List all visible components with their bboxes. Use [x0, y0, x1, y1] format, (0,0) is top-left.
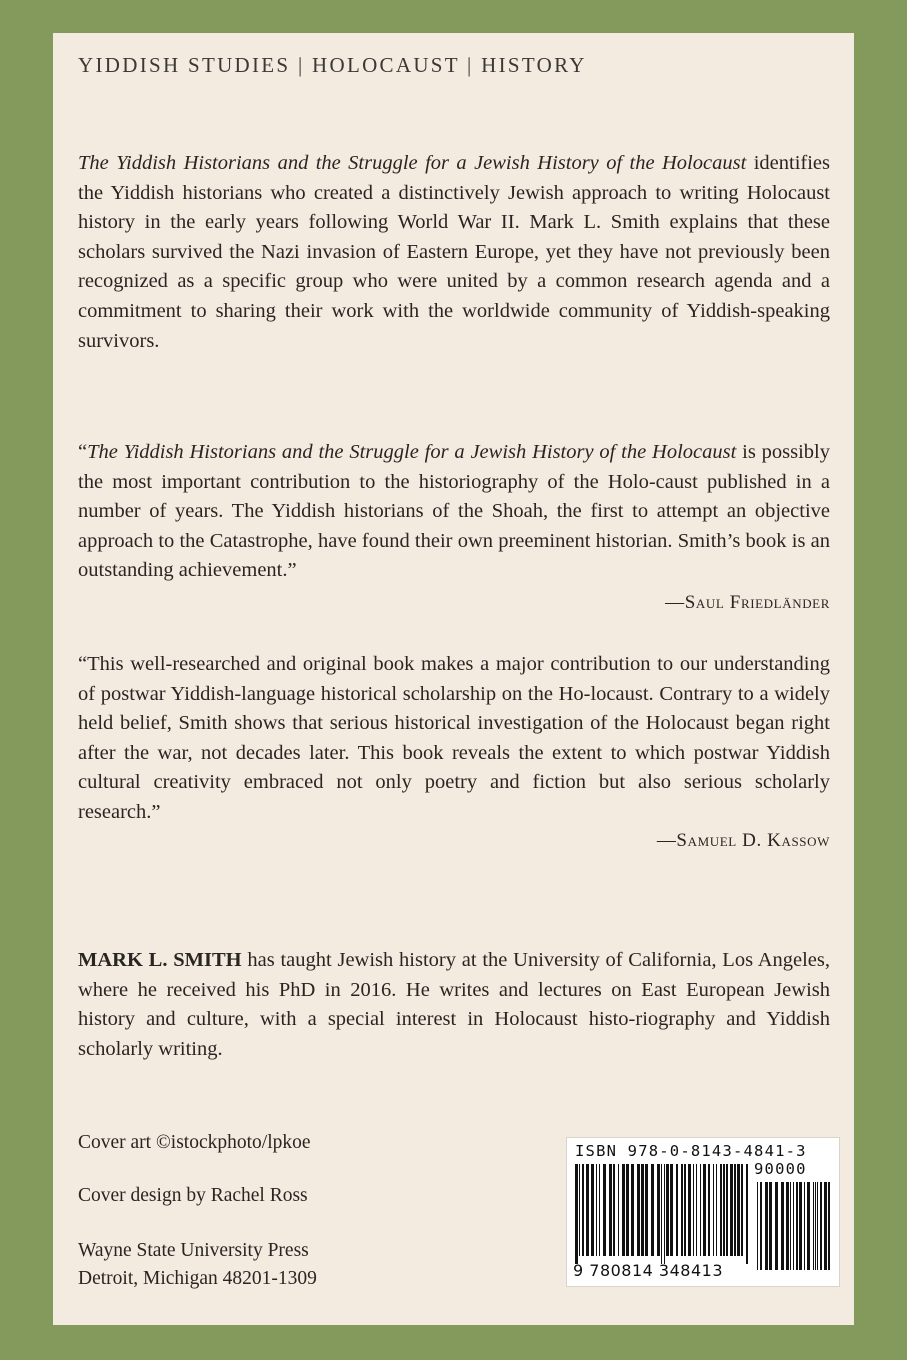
author-bio [78, 946, 830, 1064]
barcode-bar [684, 1164, 686, 1256]
barcode-bar [786, 1182, 789, 1270]
price-addon-text: 90000 [754, 1160, 807, 1178]
author-name: MARK L. SMITH [78, 949, 242, 971]
barcode-bar [666, 1164, 669, 1256]
barcode-bar [708, 1164, 710, 1256]
barcode-bar [716, 1164, 717, 1256]
barcode-bar [760, 1182, 762, 1270]
author-bio-text: has taught Jewish history at the University of California, Los Angeles, where he received his PhD in 2016. He writes and lectures on East European Jewish history and culture, with a special interest in Holocaust histo-riography and Yiddish scholarly writing. [78, 949, 830, 1060]
barcode-bar [796, 1182, 798, 1270]
barcode-bar [657, 1164, 660, 1256]
quote-1-text: is possibly the most important contribution to the historiography of the Holo-caust published in a number of years. The Yiddish historians of the Shoah, the first to attempt an objective approach to the Catastrophe, have found their own preeminent historian. Smith’s book is an outstanding achievement.” [78, 441, 830, 582]
quote-title-italic: The Yiddish Historians and the Struggle for a Jewish History of the Holocaust [87, 441, 737, 463]
quote-1-attribution: —Saul Friedländer [665, 592, 830, 613]
barcode-bar [609, 1164, 612, 1256]
barcode-bar [769, 1182, 772, 1270]
barcode-bar [613, 1164, 615, 1256]
barcode-bar [696, 1164, 697, 1256]
barcode-bar [622, 1164, 625, 1256]
barcode-bar [828, 1182, 830, 1270]
barcode-bar [631, 1164, 634, 1256]
isbn-text: ISBN 978-0-8143-4841-3 [575, 1142, 807, 1160]
quote-open-mark: “ [78, 441, 88, 463]
barcode-bar [730, 1164, 733, 1256]
barcode-bar [645, 1164, 648, 1256]
cover-art-credit: Cover art ©istockphoto/lpkoe [78, 1132, 311, 1153]
barcode-bar [757, 1182, 758, 1270]
barcode-bar [626, 1164, 629, 1256]
publisher-name: Wayne State University Press [78, 1240, 309, 1261]
barcode-bar [579, 1164, 580, 1256]
barcode-bar [815, 1182, 816, 1270]
barcode-bar [720, 1164, 722, 1256]
barcode-bar [817, 1182, 818, 1270]
barcode-bar [741, 1164, 743, 1256]
description-text: identifies the Yiddish historians who created a distinctively Jewish approach to writing Holocaust history in the early years following World War II. Mark L. Smith explains that these scholars survived the Nazi invasion of Eastern Europe, yet they have not previously been recognized as a specific group who were united by a common research agenda and a commitment to sharing their work with the worldwide community of Yiddish-speaking survivors. [78, 152, 830, 352]
publisher-location: Detroit, Michigan 48201-1309 [78, 1268, 317, 1289]
barcode-bar [781, 1182, 784, 1270]
barcode-bar [746, 1164, 748, 1264]
cover-design-credit: Cover design by Rachel Ross [78, 1185, 308, 1206]
barcode-bar [775, 1182, 778, 1270]
barcode-bar [664, 1164, 665, 1264]
barcode-bar [703, 1164, 706, 1256]
barcode-digits: 9 780814 348413 [573, 1261, 724, 1280]
barcode-bar [599, 1164, 600, 1256]
barcode-bar [596, 1164, 597, 1256]
barcode-bar [820, 1182, 822, 1270]
barcode-bar [688, 1164, 691, 1256]
barcode-bar [790, 1182, 791, 1270]
barcode-bar [603, 1164, 606, 1256]
review-quote-1 [78, 438, 830, 586]
barcode-bar [765, 1182, 768, 1270]
barcode-bar [799, 1182, 802, 1270]
barcode-bar [804, 1182, 805, 1270]
barcode-bar [734, 1164, 736, 1256]
barcode-bar [651, 1164, 654, 1256]
review-quote-2: “This well-researched and original book makes a major contribution to our understanding of postwar Yiddish-language historical scholarship on the Ho-locaust. Contrary to a widely held belief, Smith shows that serious historical investigation of the Holocaust began right after the war, not decades later. This book reveals the extent to which postwar Yiddish cultural creativity embraced not only poetry and fiction but also serious scholarly research.” [78, 653, 830, 823]
addon-bars [757, 1182, 833, 1278]
barcode-bar [713, 1164, 714, 1256]
barcode-bar [676, 1164, 678, 1256]
barcode-bar [670, 1164, 673, 1256]
barcode-bar [582, 1164, 584, 1256]
book-description [78, 149, 830, 356]
barcode-bar [693, 1164, 694, 1256]
barcode-bar [737, 1164, 740, 1256]
isbn-barcode [566, 1137, 840, 1287]
barcode-bar [641, 1164, 644, 1256]
barcode-bar [591, 1164, 594, 1256]
barcode-bar [807, 1182, 810, 1270]
barcode-bar [681, 1164, 683, 1256]
barcode-bar [700, 1164, 701, 1256]
barcode-bar [824, 1182, 827, 1270]
barcode-bar [723, 1164, 725, 1256]
barcode-bar [586, 1164, 589, 1256]
subject-categories: YIDDISH STUDIES | HOLOCAUST | HISTORY [78, 53, 587, 77]
barcode-bar [793, 1182, 794, 1270]
back-cover-panel [53, 33, 854, 1325]
barcode-bar [637, 1164, 640, 1256]
barcode-bar [575, 1164, 578, 1264]
book-title-italic: The Yiddish Historians and the Struggle for a Jewish History of the Holocaust [78, 152, 747, 174]
ean13-bars [575, 1164, 751, 1264]
quote-2-attribution: —Samuel D. Kassow [656, 830, 830, 851]
barcode-bar [813, 1182, 814, 1270]
barcode-bar [661, 1164, 662, 1264]
barcode-bar [618, 1164, 619, 1256]
barcode-bar [726, 1164, 728, 1256]
